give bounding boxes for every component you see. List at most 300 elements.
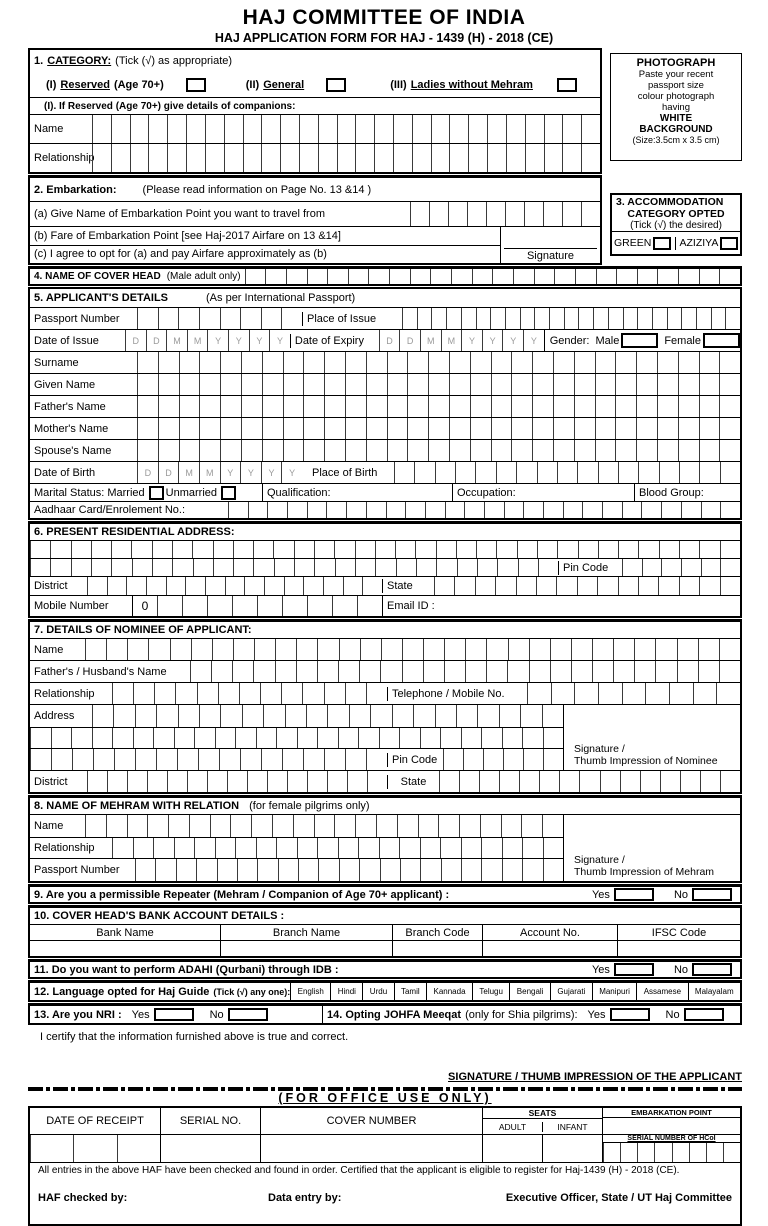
cell[interactable]	[111, 144, 130, 172]
cell[interactable]	[272, 815, 293, 837]
cell[interactable]	[641, 502, 661, 518]
cell[interactable]	[368, 269, 389, 284]
cell[interactable]	[516, 577, 536, 595]
cell[interactable]	[220, 705, 241, 727]
cell[interactable]	[615, 352, 636, 373]
email-field[interactable]: Email ID :	[382, 596, 740, 616]
cell[interactable]	[355, 815, 376, 837]
cell[interactable]	[542, 815, 563, 837]
cell[interactable]	[657, 396, 678, 417]
cell[interactable]	[481, 859, 501, 881]
cell[interactable]	[622, 502, 642, 518]
cell[interactable]	[264, 577, 284, 595]
cell[interactable]	[496, 541, 516, 558]
cell[interactable]	[699, 541, 719, 558]
cell[interactable]	[215, 728, 236, 749]
cell[interactable]	[461, 308, 476, 329]
cell[interactable]	[481, 728, 502, 749]
cell[interactable]	[283, 374, 304, 395]
cell[interactable]	[544, 115, 563, 143]
cell[interactable]	[232, 661, 253, 682]
cell[interactable]	[374, 144, 393, 172]
language-option-bengali[interactable]: Bengali	[509, 983, 550, 1000]
cell[interactable]	[199, 418, 220, 439]
cell[interactable]	[672, 1143, 689, 1162]
cell[interactable]	[574, 683, 598, 704]
mobile-cells[interactable]	[157, 596, 382, 616]
cover-number-field[interactable]	[260, 1135, 482, 1162]
cell[interactable]	[402, 661, 423, 682]
cell[interactable]	[661, 559, 681, 576]
cell[interactable]	[658, 577, 678, 595]
cell[interactable]	[30, 541, 50, 558]
cell[interactable]	[286, 269, 307, 284]
cell[interactable]	[343, 577, 363, 595]
cell[interactable]	[197, 683, 218, 704]
cell[interactable]	[241, 374, 262, 395]
cell[interactable]	[520, 308, 535, 329]
cell[interactable]	[543, 749, 563, 770]
cell[interactable]	[338, 838, 359, 859]
cell[interactable]	[532, 374, 553, 395]
cell[interactable]	[543, 202, 562, 226]
cell[interactable]	[243, 115, 262, 143]
cell[interactable]	[659, 462, 679, 483]
cell[interactable]	[435, 705, 456, 727]
cell[interactable]	[440, 728, 461, 749]
cell[interactable]	[502, 838, 523, 859]
cell[interactable]	[636, 396, 657, 417]
cell[interactable]	[303, 418, 324, 439]
cell[interactable]	[410, 202, 429, 226]
date-of-receipt-cells[interactable]	[30, 1135, 160, 1162]
cell[interactable]	[618, 541, 638, 558]
cell[interactable]	[205, 144, 224, 172]
cell[interactable]	[376, 815, 397, 837]
cell[interactable]	[199, 440, 220, 461]
cell[interactable]	[179, 396, 200, 417]
cell[interactable]	[220, 440, 241, 461]
cell[interactable]	[701, 502, 721, 518]
cell[interactable]	[407, 374, 428, 395]
cell[interactable]	[217, 859, 237, 881]
cell[interactable]: D	[379, 330, 400, 351]
cell[interactable]	[449, 115, 468, 143]
cell[interactable]	[719, 269, 740, 284]
cell[interactable]	[332, 596, 357, 616]
cell[interactable]	[593, 308, 608, 329]
surname-cells[interactable]	[137, 352, 740, 373]
cell[interactable]: M	[420, 330, 441, 351]
cell[interactable]	[93, 749, 114, 770]
cell[interactable]	[539, 771, 559, 792]
cell[interactable]	[657, 418, 678, 439]
cell[interactable]	[178, 705, 199, 727]
cell[interactable]	[233, 541, 253, 558]
cell[interactable]	[303, 577, 323, 595]
cell[interactable]	[253, 541, 273, 558]
cell[interactable]	[532, 418, 553, 439]
cell[interactable]	[137, 396, 158, 417]
cell[interactable]	[527, 683, 551, 704]
cell[interactable]	[262, 440, 283, 461]
cell[interactable]	[438, 815, 459, 837]
cell[interactable]	[233, 639, 254, 660]
cell[interactable]	[595, 440, 616, 461]
hcoi-cells[interactable]	[603, 1143, 740, 1162]
cell[interactable]	[92, 115, 111, 143]
cell[interactable]	[699, 440, 720, 461]
cell[interactable]	[240, 308, 261, 329]
cell[interactable]	[130, 144, 149, 172]
cell[interactable]	[402, 639, 423, 660]
cell[interactable]	[172, 559, 192, 576]
cell[interactable]	[85, 639, 106, 660]
cell[interactable]	[657, 269, 678, 284]
cell[interactable]	[177, 749, 198, 770]
cell[interactable]	[267, 771, 287, 792]
cell[interactable]	[720, 771, 740, 792]
cell[interactable]	[317, 728, 338, 749]
cell[interactable]	[387, 440, 408, 461]
cell[interactable]	[297, 838, 318, 859]
cell[interactable]	[87, 771, 107, 792]
language-option-assamese[interactable]: Assamese	[636, 983, 687, 1000]
cell[interactable]	[357, 596, 382, 616]
cell[interactable]	[669, 683, 693, 704]
repeater-yes-checkbox[interactable]	[614, 888, 654, 901]
cell[interactable]: Y	[523, 330, 544, 351]
cell[interactable]	[720, 462, 740, 483]
cell[interactable]: M	[178, 462, 199, 483]
cell[interactable]	[468, 115, 487, 143]
cell[interactable]	[562, 115, 581, 143]
cell[interactable]	[534, 269, 555, 284]
cell[interactable]	[542, 705, 563, 727]
cell[interactable]	[636, 440, 657, 461]
cell[interactable]	[380, 661, 401, 682]
cell[interactable]	[428, 396, 449, 417]
cell[interactable]	[652, 308, 667, 329]
cell[interactable]: Y	[249, 330, 270, 351]
cell[interactable]	[30, 728, 51, 749]
cell[interactable]	[622, 683, 646, 704]
cell[interactable]	[273, 541, 293, 558]
cell[interactable]	[699, 269, 720, 284]
cell[interactable]	[459, 815, 480, 837]
serial-no-field[interactable]	[160, 1135, 260, 1162]
cell[interactable]	[146, 577, 166, 595]
cell[interactable]	[522, 859, 542, 881]
cell[interactable]	[366, 502, 386, 518]
cell[interactable]	[414, 462, 434, 483]
cell[interactable]	[182, 596, 207, 616]
cell[interactable]	[117, 1135, 160, 1162]
cell[interactable]	[472, 269, 493, 284]
cell[interactable]	[511, 418, 532, 439]
cell[interactable]	[571, 639, 592, 660]
cell[interactable]	[645, 683, 669, 704]
cell[interactable]	[678, 374, 699, 395]
cell[interactable]	[603, 1143, 620, 1162]
cell[interactable]	[719, 352, 740, 373]
cell[interactable]	[719, 418, 740, 439]
cell[interactable]	[446, 308, 461, 329]
cell[interactable]	[167, 771, 187, 792]
cell[interactable]	[324, 418, 345, 439]
cell[interactable]: M	[199, 462, 220, 483]
cell[interactable]	[477, 559, 497, 576]
place-of-issue-cells[interactable]	[402, 308, 740, 329]
cell[interactable]	[595, 374, 616, 395]
cell[interactable]	[257, 596, 282, 616]
cell[interactable]	[375, 541, 395, 558]
cell[interactable]	[334, 541, 354, 558]
cell[interactable]	[470, 374, 491, 395]
cell[interactable]	[298, 859, 318, 881]
mother-name-cells[interactable]	[137, 418, 740, 439]
cell[interactable]: Y	[281, 462, 302, 483]
pincode-cells[interactable]	[622, 559, 740, 576]
cell[interactable]	[167, 115, 186, 143]
cell[interactable]	[505, 308, 520, 329]
cell[interactable]	[434, 577, 454, 595]
cell[interactable]	[220, 352, 241, 373]
cell[interactable]	[174, 838, 195, 859]
cell[interactable]	[196, 859, 216, 881]
cell[interactable]	[355, 541, 375, 558]
cell[interactable]	[240, 749, 261, 770]
cell[interactable]	[306, 705, 327, 727]
cell[interactable]	[636, 418, 657, 439]
cell[interactable]	[345, 749, 366, 770]
cell[interactable]	[423, 639, 444, 660]
cell[interactable]	[345, 418, 366, 439]
ifsc-field[interactable]	[617, 941, 740, 956]
cell[interactable]	[449, 440, 470, 461]
cell[interactable]	[152, 559, 172, 576]
cell[interactable]	[318, 144, 337, 172]
language-option-urdu[interactable]: Urdu	[362, 983, 393, 1000]
cell[interactable]	[30, 559, 50, 576]
cell[interactable]	[299, 115, 318, 143]
cell[interactable]	[719, 639, 740, 660]
cell[interactable]	[564, 308, 579, 329]
cell[interactable]	[30, 1135, 73, 1162]
nri-no-checkbox[interactable]	[228, 1008, 268, 1021]
cell[interactable]	[199, 352, 220, 373]
cell[interactable]	[179, 440, 200, 461]
cell[interactable]	[613, 639, 634, 660]
cell[interactable]	[415, 541, 435, 558]
cell[interactable]	[465, 661, 486, 682]
cell[interactable]	[431, 144, 450, 172]
cell[interactable]	[598, 541, 618, 558]
branch-code-field[interactable]	[392, 941, 482, 956]
nominee-telephone-cells[interactable]	[527, 683, 740, 704]
cell[interactable]	[699, 577, 719, 595]
cell[interactable]	[550, 661, 571, 682]
cell[interactable]	[355, 559, 375, 576]
language-option-tamil[interactable]: Tamil	[394, 983, 427, 1000]
cell[interactable]	[355, 144, 374, 172]
cell[interactable]	[508, 639, 529, 660]
cell[interactable]	[168, 815, 189, 837]
cell[interactable]	[387, 418, 408, 439]
cell[interactable]	[490, 308, 505, 329]
cell[interactable]	[449, 144, 468, 172]
cell[interactable]	[407, 440, 428, 461]
cell[interactable]	[725, 308, 740, 329]
cell[interactable]	[137, 440, 158, 461]
cell[interactable]	[178, 308, 199, 329]
aziziya-checkbox[interactable]	[720, 237, 738, 250]
cell[interactable]	[550, 639, 571, 660]
cell[interactable]	[400, 859, 420, 881]
cell[interactable]	[544, 144, 563, 172]
cell[interactable]	[425, 502, 445, 518]
cell[interactable]	[549, 308, 564, 329]
branch-name-field[interactable]	[220, 941, 392, 956]
cell[interactable]	[637, 269, 658, 284]
cell[interactable]	[491, 352, 512, 373]
cell[interactable]	[92, 144, 111, 172]
cell[interactable]	[436, 559, 456, 576]
cell[interactable]	[720, 502, 740, 518]
cell[interactable]	[477, 705, 498, 727]
cell[interactable]	[153, 728, 174, 749]
cell[interactable]	[602, 502, 622, 518]
cell[interactable]	[186, 115, 205, 143]
cell[interactable]	[244, 577, 264, 595]
cell[interactable]	[199, 308, 220, 329]
cell[interactable]	[274, 559, 294, 576]
address-line2-cells[interactable]	[30, 559, 558, 576]
language-option-english[interactable]: English	[290, 983, 330, 1000]
cell[interactable]	[386, 502, 406, 518]
cell[interactable]	[243, 144, 262, 172]
cell[interactable]: D	[125, 330, 146, 351]
cell[interactable]	[131, 541, 151, 558]
cell[interactable]: Y	[207, 330, 228, 351]
cell[interactable]	[72, 749, 93, 770]
cell[interactable]	[241, 440, 262, 461]
adult-field[interactable]	[482, 1135, 542, 1162]
cell[interactable]	[237, 859, 257, 881]
father-name-cells[interactable]	[137, 396, 740, 417]
cell[interactable]	[247, 771, 267, 792]
cell[interactable]	[198, 749, 219, 770]
cell[interactable]	[155, 859, 175, 881]
cell[interactable]	[574, 440, 595, 461]
cell[interactable]	[553, 352, 574, 373]
cell[interactable]	[253, 661, 274, 682]
cell[interactable]	[698, 661, 719, 682]
cell[interactable]	[439, 771, 459, 792]
cell[interactable]	[428, 440, 449, 461]
cell[interactable]	[232, 596, 257, 616]
cell[interactable]	[367, 771, 387, 792]
cell[interactable]	[615, 418, 636, 439]
cell[interactable]	[461, 859, 481, 881]
cell[interactable]	[190, 661, 211, 682]
cell[interactable]	[323, 577, 343, 595]
cell[interactable]	[495, 577, 515, 595]
cell[interactable]	[339, 859, 359, 881]
cell[interactable]	[317, 661, 338, 682]
cell[interactable]	[348, 269, 369, 284]
cell[interactable]	[126, 577, 146, 595]
cell[interactable]	[172, 541, 192, 558]
cell[interactable]	[511, 396, 532, 417]
cell[interactable]	[505, 202, 524, 226]
cell[interactable]	[679, 577, 699, 595]
cell[interactable]	[284, 577, 304, 595]
cell[interactable]	[689, 1143, 706, 1162]
cell[interactable]	[525, 115, 544, 143]
cell[interactable]	[412, 115, 431, 143]
cell[interactable]	[454, 577, 474, 595]
cell[interactable]	[620, 1143, 637, 1162]
cell[interactable]: Y	[220, 462, 241, 483]
cell[interactable]	[608, 308, 623, 329]
cell[interactable]	[499, 705, 520, 727]
cell[interactable]	[127, 771, 147, 792]
cell[interactable]	[491, 418, 512, 439]
cell[interactable]	[338, 728, 359, 749]
cell[interactable]	[428, 418, 449, 439]
given-name-cells[interactable]	[137, 374, 740, 395]
cell[interactable]: D	[399, 330, 420, 351]
cell[interactable]	[524, 202, 543, 226]
cell[interactable]	[366, 683, 387, 704]
language-option-malayalam[interactable]: Malayalam	[688, 983, 741, 1000]
cell[interactable]	[693, 683, 717, 704]
cell[interactable]	[194, 728, 215, 749]
cell[interactable]	[307, 596, 332, 616]
cell[interactable]	[133, 838, 154, 859]
cell[interactable]	[638, 577, 658, 595]
cell[interactable]	[166, 577, 186, 595]
cell[interactable]	[475, 577, 495, 595]
cell[interactable]	[359, 661, 380, 682]
cell[interactable]	[179, 418, 200, 439]
cell[interactable]	[491, 374, 512, 395]
cell[interactable]	[345, 374, 366, 395]
cell[interactable]	[257, 859, 277, 881]
cell[interactable]	[349, 705, 370, 727]
cell[interactable]	[410, 269, 431, 284]
nominee-state-cells[interactable]	[439, 771, 740, 792]
cell[interactable]	[248, 502, 268, 518]
cell[interactable]	[405, 502, 425, 518]
mehram-signature-box[interactable]	[563, 815, 740, 881]
green-checkbox[interactable]	[653, 237, 671, 250]
cell[interactable]	[176, 859, 196, 881]
cell[interactable]: D	[146, 330, 167, 351]
cell[interactable]	[479, 771, 499, 792]
cell[interactable]	[324, 396, 345, 417]
cell[interactable]: Y	[228, 330, 249, 351]
cell[interactable]	[314, 815, 335, 837]
cell[interactable]	[431, 308, 446, 329]
cell[interactable]	[581, 115, 600, 143]
cell[interactable]	[659, 541, 679, 558]
cell[interactable]	[324, 440, 345, 461]
language-option-kannada[interactable]: Kannada	[426, 983, 472, 1000]
cell[interactable]	[571, 661, 592, 682]
cell[interactable]	[719, 661, 740, 682]
